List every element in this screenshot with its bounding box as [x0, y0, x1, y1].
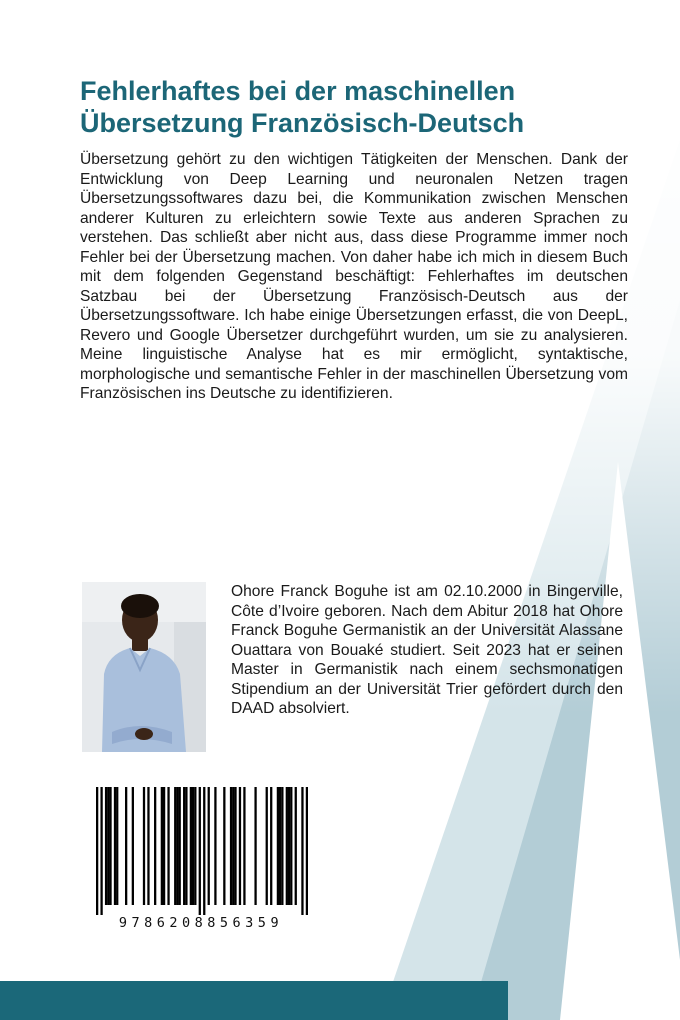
barcode-bar [163, 787, 165, 905]
barcode-bar [176, 787, 178, 905]
barcode-bar [301, 787, 303, 915]
barcode-bar [266, 787, 268, 905]
barcode-bar [116, 787, 118, 905]
barcode-bar [239, 787, 241, 905]
barcode-bar [214, 787, 216, 905]
barcode-bar [190, 787, 192, 905]
barcode-bar [281, 787, 283, 905]
barcode [82, 775, 320, 940]
barcode-bar [143, 787, 145, 905]
barcode-bar [254, 787, 256, 905]
barcode-bars [96, 787, 308, 915]
barcode-bar [234, 787, 236, 905]
barcode-bar [288, 787, 290, 905]
barcode-bar [199, 787, 201, 915]
barcode-bar [203, 787, 205, 915]
barcode-bar [125, 787, 127, 905]
book-title [80, 75, 640, 139]
barcode-bar [107, 787, 109, 905]
barcode-bar [185, 787, 187, 905]
author-hair [121, 594, 159, 618]
author-photo [82, 582, 206, 752]
barcode-bar [230, 787, 232, 905]
author-neck [132, 637, 148, 651]
barcode-bar [232, 787, 234, 905]
barcode-bar [295, 787, 297, 905]
barcode-bar [96, 787, 98, 915]
author-bio: Ohore Franck Boguhe ist am 02.10.2000 in Bingerville, Côte d’Ivoire geboren. Nach dem Abitur 2018 hat Ohore Franck Boguhe Germanistik an der Universität Alassane Ouattara von Bouaké studiert. Seit 2023 hat er seinen Master in Germanistik nach einem sechsmonatigen Stipendium an der Universität Trier gefördert durch den DAAD absolviert. [231, 583, 623, 717]
barcode-bar [167, 787, 169, 905]
author-hands [135, 728, 153, 740]
barcode-bar [105, 787, 107, 905]
book-title-line-2: Übersetzung Französisch-Deutsch [80, 108, 525, 138]
barcode-bar [277, 787, 279, 905]
barcode-bar [179, 787, 181, 905]
book-title-line-1: Fehlerhaftes bei der maschinellen [80, 76, 516, 106]
barcode-bar [243, 787, 245, 905]
barcode-bar [194, 787, 196, 905]
barcode-bar [290, 787, 292, 905]
barcode-bar [270, 787, 272, 905]
barcode-bar [306, 787, 308, 915]
barcode-bar [132, 787, 134, 905]
barcode-bar [286, 787, 288, 905]
isbn-number: 9786208856359 [118, 915, 284, 931]
footer-bar [0, 981, 508, 1020]
barcode-bar [100, 787, 102, 915]
barcode-bar [109, 787, 111, 905]
barcode-bar [114, 787, 116, 905]
barcode-bar [183, 787, 185, 905]
barcode-bar [174, 787, 176, 905]
barcode-bar [161, 787, 163, 905]
barcode-bar [223, 787, 225, 905]
barcode-bar [208, 787, 210, 905]
barcode-bar [192, 787, 194, 905]
barcode-bar [147, 787, 149, 905]
book-description: Übersetzung gehört zu den wichtigen Tätigkeiten der Menschen. Dank der Entwicklung von Deep Learning und neuronalen Netzen tragen Übersetzungssoftwares dazu bei, die Kommunikation zwischen Menschen anderer Kulturen zu erleichtern sowie Texte aus anderen Sprachen zu verstehen. Das schließt aber nicht aus, dass diese Programme immer noch Fehler bei der Übersetzung machen. Von daher habe ich mich in diesem Buch mit dem folgenden Gegenstand beschäftigt: Fehlerhaftes im deutschen Satzbau bei der Übersetzung Französisch-Deutsch aus der Übersetzungssoftware. Ich habe einige Übersetzungen erfasst, die von DeepL, Revero und Google Übersetzer durchgeführt wurden, um sie zu analysieren. Meine linguistische Analyse hat es mir ermöglicht, syntaktische, morphologische und semantische Fehler in der maschinellen Übersetzung vom Französischen ins Deutsche zu identifizieren. [80, 151, 628, 402]
barcode-bar [154, 787, 156, 905]
barcode-bar [279, 787, 281, 905]
